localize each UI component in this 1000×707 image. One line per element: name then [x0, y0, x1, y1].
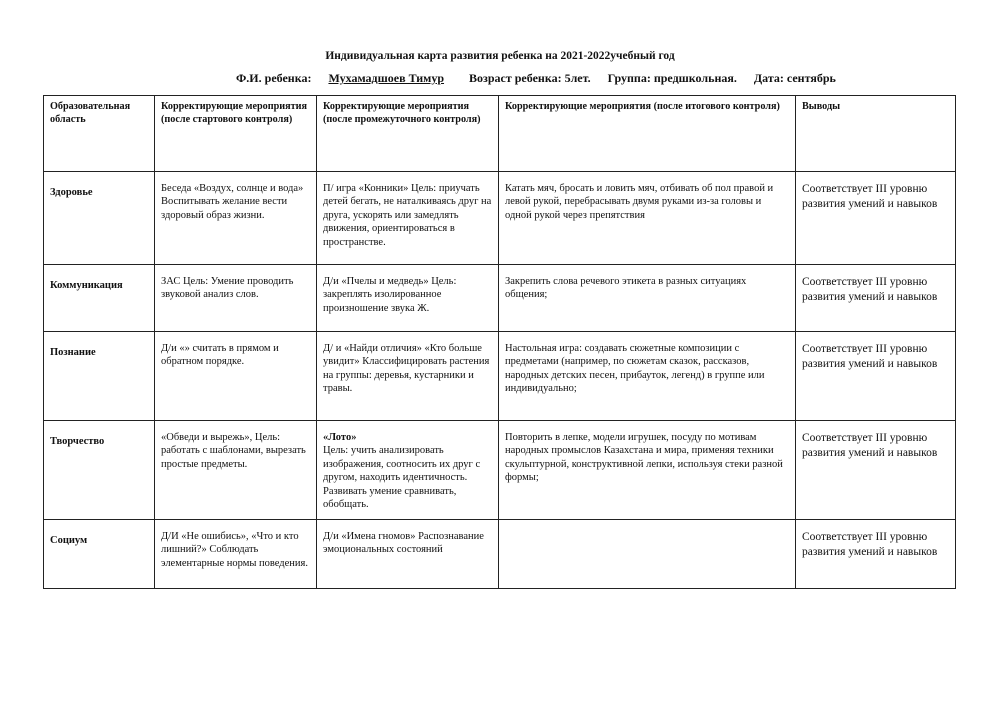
mid-cell	[317, 421, 499, 520]
start-cell: ЗАС Цель: Умение проводить звуковой анализ слов.	[155, 265, 317, 332]
table-row	[44, 265, 956, 332]
header-final: Корректирующие мероприятия (после итогового контроля)	[499, 96, 796, 172]
mid-cell-title: «Лото»	[323, 432, 357, 443]
mid-cell-text: Цель: учить анализировать изображения, соотносить их друг с другом, находить идентичность. Развивать умение сравнивать, обобщать.	[323, 445, 481, 511]
start-cell: Д/и «» считать в прямом и обратном порядке.	[155, 332, 317, 421]
final-cell	[499, 520, 796, 589]
final-cell: Настольная игра: создавать сюжетные композиции с предметами (например, по сюжетам сказок, рассказов, народных детских песен, прибауток, легенд) в группе или индивидуально;	[499, 332, 796, 421]
header-row	[44, 96, 956, 172]
area-cell: Здоровье	[44, 172, 155, 265]
table-row	[44, 421, 956, 520]
mid-cell: П/ игра «Конники» Цель: приучать детей бегать, не наталкиваясь друг на друга, ускорять или замедлять движения, ориентироваться в пространстве.	[317, 172, 499, 265]
page-title: Индивидуальная карта развития ребенка на 2021-2022учебный год	[325, 50, 675, 62]
mid-cell: Д/и «Имена гномов» Распознавание эмоциональных состояний	[317, 520, 499, 589]
area-cell: Познание	[44, 332, 155, 421]
area-cell: Коммуникация	[44, 265, 155, 332]
final-cell: Повторить в лепке, модели игрушек, посуду по мотивам народных промыслов Казахстана и мира, применяя техники скульптурной, конструктивной лепки, используя стеки разной формы;	[499, 421, 796, 520]
header-start: Корректирующие мероприятия (после стартового контроля)	[155, 96, 317, 172]
table-row	[44, 520, 956, 589]
start-cell: «Обведи и вырежь», Цель: работать с шаблонами, вырезать простые предметы.	[155, 421, 317, 520]
final-cell: Закрепить слова речевого этикета в разных ситуациях общения;	[499, 265, 796, 332]
conclusion-cell: Соответствует III уровню развития умений и навыков	[796, 520, 956, 589]
table-row	[44, 332, 956, 421]
report-date: Дата: сентябрь	[753, 71, 836, 85]
start-cell: Беседа «Воздух, солнце и вода» Воспитывать желание вести здоровый образ жизни.	[155, 172, 317, 265]
conclusion-cell: Соответствует III уровню развития умений и навыков	[796, 332, 956, 421]
development-table	[43, 95, 956, 589]
area-cell: Творчество	[44, 421, 155, 520]
child-name: Мухамадшоев Тимур	[328, 71, 445, 85]
final-cell: Катать мяч, бросать и ловить мяч, отбивать об пол правой и левой рукой, перебрасывать двумя руками из-за головы и одной рукой через препятствия	[499, 172, 796, 265]
header-conclusion: Выводы	[796, 96, 956, 172]
mid-cell: Д/и «Пчелы и медведь» Цель: закреплять изолированное произношение звука Ж.	[317, 265, 499, 332]
conclusion-cell: Соответствует III уровню развития умений и навыков	[796, 265, 956, 332]
child-label: Ф.И. ребенка:	[236, 71, 312, 85]
child-group: Группа: предшкольная.	[607, 71, 737, 85]
table-row	[44, 172, 956, 265]
header-area: Образовательная область	[44, 96, 155, 172]
header-mid: Корректирующие мероприятия (после промежуточного контроля)	[317, 96, 499, 172]
conclusion-cell: Соответствует III уровню развития умений и навыков	[796, 421, 956, 520]
mid-cell: Д/ и «Найди отличия» «Кто больше увидит» Классифицировать растения на группы: деревья, кустарники и травы.	[317, 332, 499, 421]
conclusion-cell: Соответствует III уровню развития умений и навыков	[796, 172, 956, 265]
area-cell: Социум	[44, 520, 155, 589]
start-cell: Д/И «Не ошибись», «Что и кто лишний?» Соблюдать элементарные нормы поведения.	[155, 520, 317, 589]
child-info-line	[236, 71, 850, 86]
child-age: Возраст ребенка: 5лет.	[469, 71, 591, 85]
